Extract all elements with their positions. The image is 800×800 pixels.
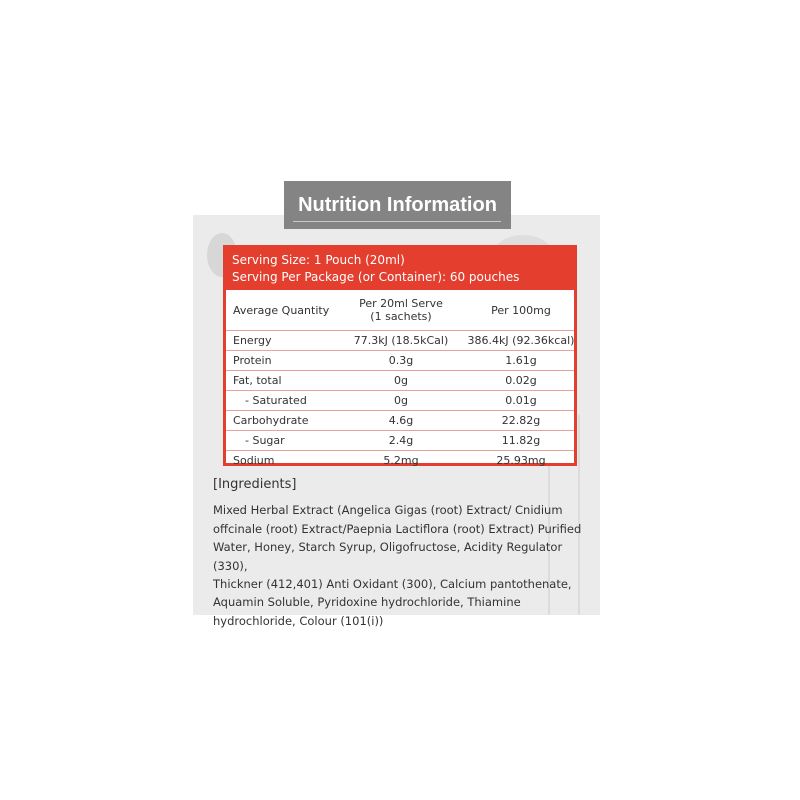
- row-label: - Saturated: [245, 394, 307, 407]
- serving-header: [226, 248, 574, 290]
- ingredients-heading: [Ingredients]: [213, 477, 297, 492]
- column-header: Average Quantity: [233, 303, 330, 317]
- table-row: [226, 331, 574, 351]
- ingredients-line: Water, Honey, Starch Syrup, Oligofructose, Acidity Regulator (330),: [213, 540, 563, 573]
- table-row: [226, 371, 574, 391]
- serving-per-package: Serving Per Package (or Container): 60 pouches: [232, 270, 520, 284]
- per-100-value: 386.4kJ (92.36kcal): [467, 334, 575, 347]
- per-100-value: 1.61g: [505, 354, 537, 367]
- per-serve-value: 0g: [394, 394, 408, 407]
- ingredients-line: hydrochloride, Colour (101(i)): [213, 613, 384, 628]
- per-100-value: 11.82g: [501, 434, 541, 447]
- ingredients-line: Mixed Herbal Extract (Angelica Gigas (root) Extract/ Cnidium: [213, 503, 563, 518]
- per-100-value: 25.93mg: [496, 454, 546, 467]
- ingredients-line: Aquamin Soluble, Pyridoxine hydrochloride, Thiamine: [213, 595, 521, 610]
- per-serve-value: 0.3g: [388, 354, 414, 367]
- ingredients-line: Thickner (412,401) Anti Oxidant (300), Calcium pantothenate,: [213, 577, 572, 592]
- per-100-value: 22.82g: [501, 414, 541, 427]
- per-serve-value: 4.6g: [388, 414, 414, 427]
- table-row: [226, 431, 574, 451]
- row-label: Fat, total: [233, 374, 282, 387]
- ingredients-section: [213, 476, 593, 630]
- row-label: Sodium: [233, 454, 275, 467]
- per-serve-value: 77.3kJ (18.5kCal): [353, 334, 449, 347]
- column-header: Per 100mg: [491, 303, 551, 317]
- nutrition-table: [223, 245, 577, 466]
- table-row: [226, 411, 574, 431]
- table-row: [226, 451, 574, 470]
- table-row: [226, 391, 574, 411]
- title-underline: [293, 221, 501, 222]
- per-serve-value: 2.4g: [388, 434, 414, 447]
- row-label: Protein: [233, 354, 272, 367]
- nutrition-title-text: Nutrition Information: [298, 193, 497, 216]
- table-row: [226, 351, 574, 371]
- column-header-row: [226, 290, 574, 331]
- per-serve-value: 5.2mg: [383, 454, 419, 467]
- per-serve-value: 0g: [394, 374, 408, 387]
- per-100-value: 0.01g: [505, 394, 537, 407]
- per-100-value: 0.02g: [505, 374, 537, 387]
- row-label: Carbohydrate: [233, 414, 309, 427]
- serving-size: Serving Size: 1 Pouch (20ml): [232, 253, 405, 267]
- column-header: Per 20ml Serve (1 sachets): [359, 297, 443, 323]
- row-label: - Sugar: [245, 434, 285, 447]
- row-label: Energy: [233, 334, 272, 347]
- ingredients-line: offcinale (root) Extract/Paepnia Lactiflora (root) Extract) Purified: [213, 521, 582, 536]
